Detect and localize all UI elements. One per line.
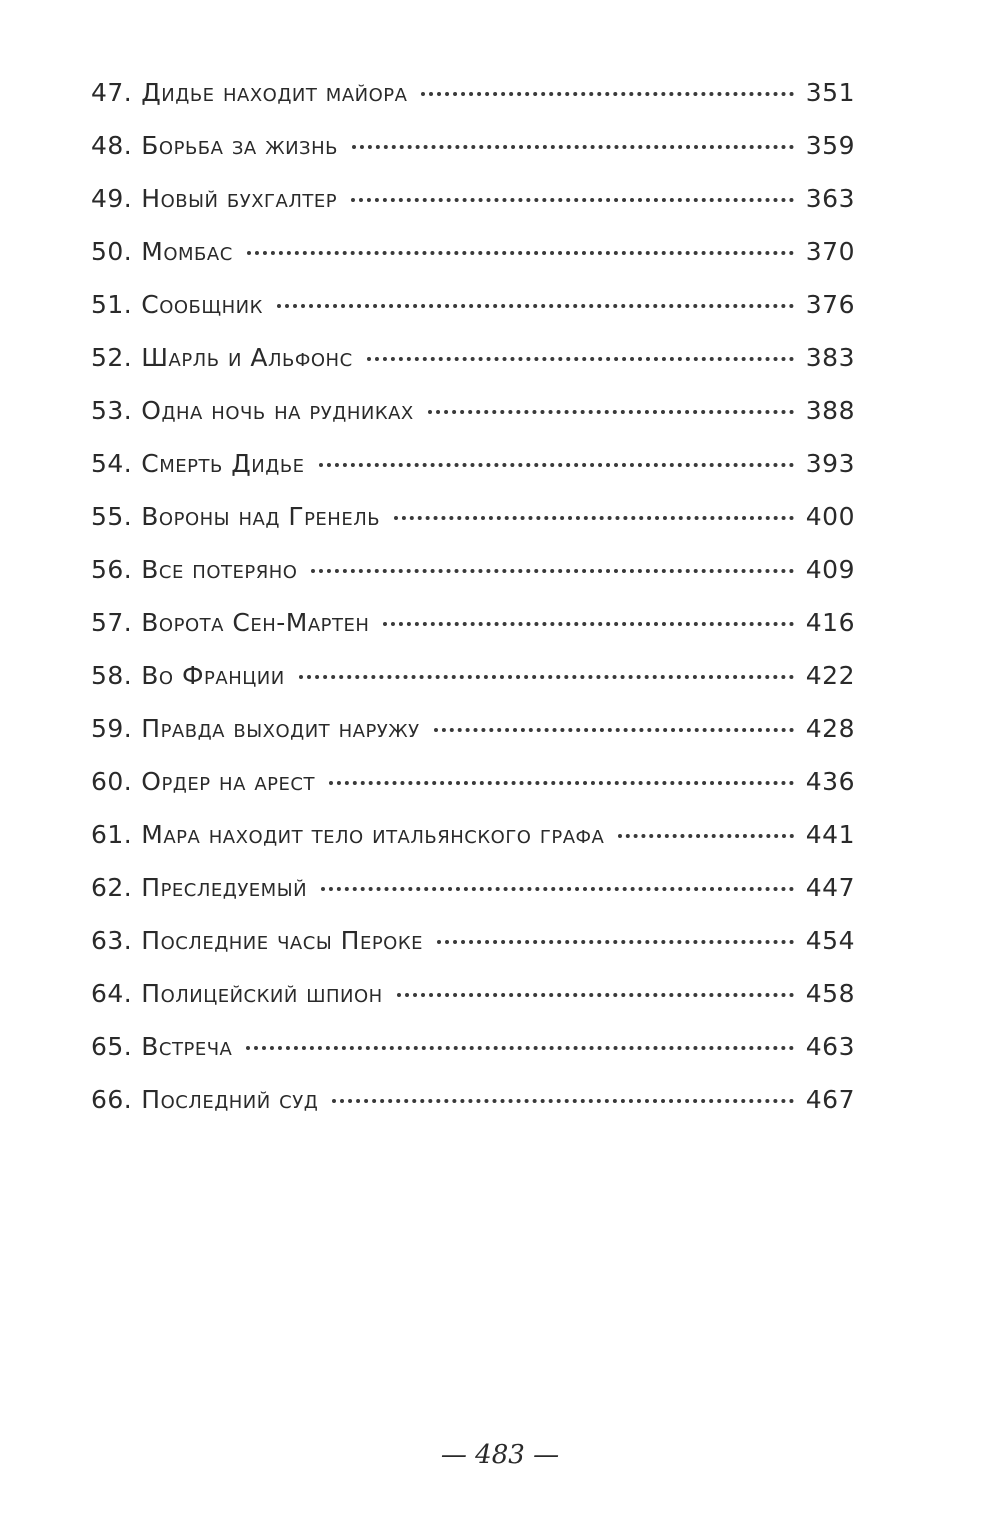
chapter-title: Последние часы Пероке [141,926,423,955]
chapter-page-number: 416 [805,608,855,637]
dot-leader [246,1046,793,1050]
toc-entry [91,343,855,396]
chapter-number: 63. [91,926,133,955]
chapter-title: Новый бухгалтер [141,184,338,213]
chapter-number: 53. [91,396,133,425]
chapter-page-number: 454 [805,926,855,955]
dot-leader [277,304,794,308]
dot-leader [618,834,793,838]
toc-entry [91,820,855,873]
chapter-number: 50. [91,237,133,266]
dot-leader [329,781,794,785]
chapter-number: 62. [91,873,133,902]
chapter-title: Правда выходит наружу [141,714,420,743]
chapter-number: 52. [91,343,133,372]
chapter-title: Одна ночь на рудниках [141,396,414,425]
dot-leader [383,622,793,626]
chapter-number: 47. [91,78,133,107]
chapter-number: 58. [91,661,133,690]
chapter-title: Полицейский шпион [141,979,383,1008]
chapter-page-number: 376 [805,290,855,319]
chapter-title: Момбас [141,237,233,266]
chapter-title: Шарль и Альфонс [141,343,353,372]
chapter-title: Встреча [141,1032,233,1061]
chapter-page-number: 359 [805,131,855,160]
chapter-number: 65. [91,1032,133,1061]
chapter-number: 60. [91,767,133,796]
chapter-page-number: 351 [805,78,855,107]
dot-leader [394,516,794,520]
chapter-page-number: 441 [805,820,855,849]
chapter-number: 48. [91,131,133,160]
dot-leader [428,410,794,414]
chapter-title: Ворота Сен-Мартен [141,608,370,637]
toc-entry [91,714,855,767]
chapter-number: 64. [91,979,133,1008]
chapter-title: Во Франции [141,661,285,690]
chapter-page-number: 409 [805,555,855,584]
chapter-title: Преследуемый [141,873,308,902]
toc-entry [91,78,855,131]
toc-entry [91,926,855,979]
dot-leader [247,251,794,255]
dot-leader [397,993,794,997]
dot-leader [351,198,794,202]
chapter-title: Ордер на арест [141,767,315,796]
toc-entry [91,555,855,608]
chapter-page-number: 422 [805,661,855,690]
toc-entry [91,1085,855,1138]
toc-entry [91,873,855,926]
chapter-title: Вороны над Гренель [141,502,381,531]
toc-entry [91,608,855,661]
chapter-number: 59. [91,714,133,743]
dot-leader [352,145,794,149]
chapter-title: Мара находит тело итальянского графа [141,820,605,849]
chapter-title: Смерть Дидье [141,449,305,478]
toc-entry [91,449,855,502]
chapter-title: Дидье находит майора [141,78,408,107]
chapter-title: Все потеряно [141,555,298,584]
chapter-title: Борьба за жизнь [141,131,338,160]
chapter-page-number: 388 [805,396,855,425]
table-of-contents [91,78,855,1138]
toc-entry [91,396,855,449]
chapter-number: 54. [91,449,133,478]
dot-leader [311,569,793,573]
chapter-number: 57. [91,608,133,637]
dot-leader [434,728,794,732]
dot-leader [319,463,794,467]
toc-entry [91,237,855,290]
chapter-page-number: 436 [805,767,855,796]
chapter-number: 51. [91,290,133,319]
toc-entry [91,979,855,1032]
page-number: — 483 — [440,1440,560,1470]
chapter-page-number: 458 [805,979,855,1008]
toc-entry [91,1032,855,1085]
toc-entry [91,502,855,555]
toc-entry [91,131,855,184]
dot-leader [437,940,794,944]
chapter-number: 56. [91,555,133,584]
chapter-title: Последний суд [141,1085,319,1114]
toc-entry [91,290,855,343]
chapter-page-number: 447 [805,873,855,902]
toc-entry [91,184,855,237]
chapter-number: 49. [91,184,133,213]
chapter-page-number: 467 [805,1085,855,1114]
chapter-number: 66. [91,1085,133,1114]
chapter-page-number: 383 [805,343,855,372]
dot-leader [367,357,794,361]
dot-leader [421,92,793,96]
chapter-number: 61. [91,820,133,849]
dot-leader [299,675,794,679]
chapter-number: 55. [91,502,133,531]
chapter-title: Сообщник [141,290,263,319]
toc-entry [91,661,855,714]
toc-entry [91,767,855,820]
dot-leader [321,887,794,891]
chapter-page-number: 370 [805,237,855,266]
chapter-page-number: 428 [805,714,855,743]
dot-leader [332,1099,793,1103]
chapter-page-number: 463 [805,1032,855,1061]
chapter-page-number: 393 [805,449,855,478]
chapter-page-number: 400 [805,502,855,531]
chapter-page-number: 363 [805,184,855,213]
